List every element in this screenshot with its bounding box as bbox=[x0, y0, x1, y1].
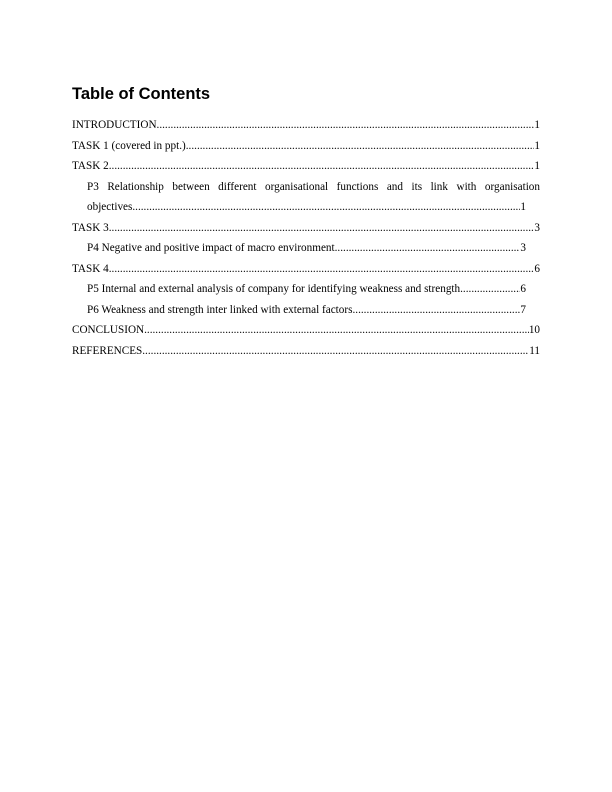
toc-entry-page-number: 1 bbox=[534, 139, 540, 152]
toc-entry-title-line-2: objectives bbox=[87, 201, 133, 213]
toc-entry-page-number: 6 bbox=[520, 283, 526, 295]
toc-entry-page-number: 6 bbox=[534, 262, 540, 275]
toc-dot-leader bbox=[144, 320, 529, 341]
toc-entry-title-line-1: P3 Relationship between different organisational functions and its link with organisation bbox=[87, 180, 540, 193]
toc-heading: Table of Contents bbox=[72, 85, 211, 103]
toc-entry-title: REFERENCES bbox=[72, 344, 143, 357]
toc-list bbox=[72, 115, 540, 361]
toc-entry-task-1[interactable] bbox=[72, 136, 540, 157]
toc-entry-title: TASK 2 bbox=[72, 160, 109, 172]
toc-dot-leader bbox=[335, 238, 521, 259]
toc-dot-leader bbox=[460, 279, 520, 300]
toc-entry-references[interactable] bbox=[72, 341, 540, 362]
toc-entry-page-number: 10 bbox=[528, 324, 540, 336]
toc-entry-title: TASK 1 (covered in ppt.) bbox=[72, 139, 186, 152]
toc-entry-title: TASK 3 bbox=[72, 221, 109, 234]
toc-dot-leader bbox=[142, 341, 529, 362]
toc-entry-title: TASK 4 bbox=[72, 262, 109, 275]
toc-entry-conclusion[interactable] bbox=[72, 320, 540, 341]
toc-dot-leader bbox=[186, 136, 535, 157]
toc-entry-task-2[interactable] bbox=[72, 156, 540, 177]
toc-dot-leader bbox=[109, 218, 535, 239]
toc-entry-page-number: 1 bbox=[520, 201, 526, 213]
toc-entry-line-2 bbox=[87, 197, 526, 218]
toc-dot-leader bbox=[157, 115, 535, 136]
toc-entry-page-number: 1 bbox=[534, 160, 540, 172]
toc-entry-introduction[interactable] bbox=[72, 115, 540, 136]
toc-entry-title: CONCLUSION bbox=[72, 324, 145, 336]
toc-entry-page-number: 3 bbox=[520, 242, 526, 254]
toc-entry-p4[interactable] bbox=[87, 238, 526, 259]
toc-entry-task-4[interactable] bbox=[72, 259, 540, 280]
toc-dot-leader bbox=[352, 300, 520, 321]
toc-entry-title: P5 Internal and external analysis of company for identifying weakness and strength bbox=[87, 283, 461, 295]
toc-dot-leader bbox=[132, 197, 520, 218]
toc-entry-p6[interactable] bbox=[87, 300, 526, 321]
toc-entry-title: INTRODUCTION bbox=[72, 119, 157, 131]
toc-entry-page-number: 1 bbox=[534, 119, 540, 131]
toc-entry-title: P4 Negative and positive impact of macro environment bbox=[87, 242, 335, 254]
toc-dot-leader bbox=[109, 259, 535, 280]
toc-entry-page-number: 11 bbox=[529, 344, 540, 357]
toc-entry-p5[interactable] bbox=[87, 279, 526, 300]
toc-entry-page-number: 3 bbox=[534, 221, 540, 234]
toc-dot-leader bbox=[109, 156, 535, 177]
toc-entry-p3[interactable] bbox=[87, 177, 540, 218]
toc-entry-task-3[interactable] bbox=[72, 218, 540, 239]
toc-entry-title: P6 Weakness and strength inter linked with external factors bbox=[87, 303, 353, 316]
toc-entry-page-number: 7 bbox=[520, 303, 526, 316]
